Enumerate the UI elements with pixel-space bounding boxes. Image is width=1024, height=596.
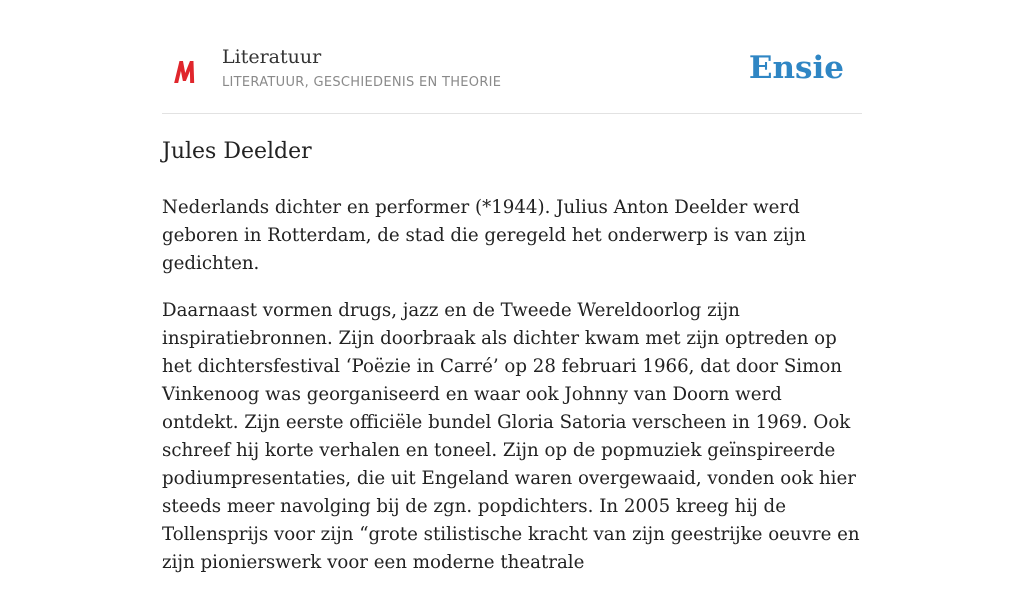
m-logo-icon[interactable] — [172, 56, 198, 86]
article-paragraph-1: Nederlands dichter en performer (*1944). Julius Anton Deelder werd geboren in Rotterdam, de stad die geregeld het onderwerp is van zijn gedichten. — [162, 197, 806, 274]
site-header — [162, 40, 862, 114]
article-title: Jules Deelder — [162, 139, 312, 164]
article-paragraph-2: Daarnaast vormen drugs, jazz en de Tweede Wereldoorlog zijn inspiratiebronnen. Zijn doorbraak als dichter kwam met zijn optreden op het dichtersfestival ‘Poëzie in Carré’ op 28 februari 1966, dat door Simon Vinkenoog was georganiseerd en waar ook Johnny van Doorn werd ontdekt. Zijn eerste officiële bundel Gloria Satoria verscheen in 1969. Ook schreef hij korte verhalen en toneel. Zijn op de popmuziek geïnspireerde podiumpresentaties, die uit Engeland waren overgewaaid, vonden ook hier steeds meer navolging bij de zgn. popdichters. In 2005 kreeg hij de Tollensprijs voor zijn “grote stilistische kracht van zijn geestrijke oeuvre en zijn pionierswerk voor een moderne theatrale — [162, 300, 860, 573]
article — [162, 134, 862, 596]
ensie-brand-link[interactable]: Ensie — [748, 50, 844, 86]
category-subtitle: LITERATUUR, GESCHIEDENIS EN THEORIE — [222, 75, 502, 90]
category-title[interactable]: Literatuur — [222, 46, 322, 68]
